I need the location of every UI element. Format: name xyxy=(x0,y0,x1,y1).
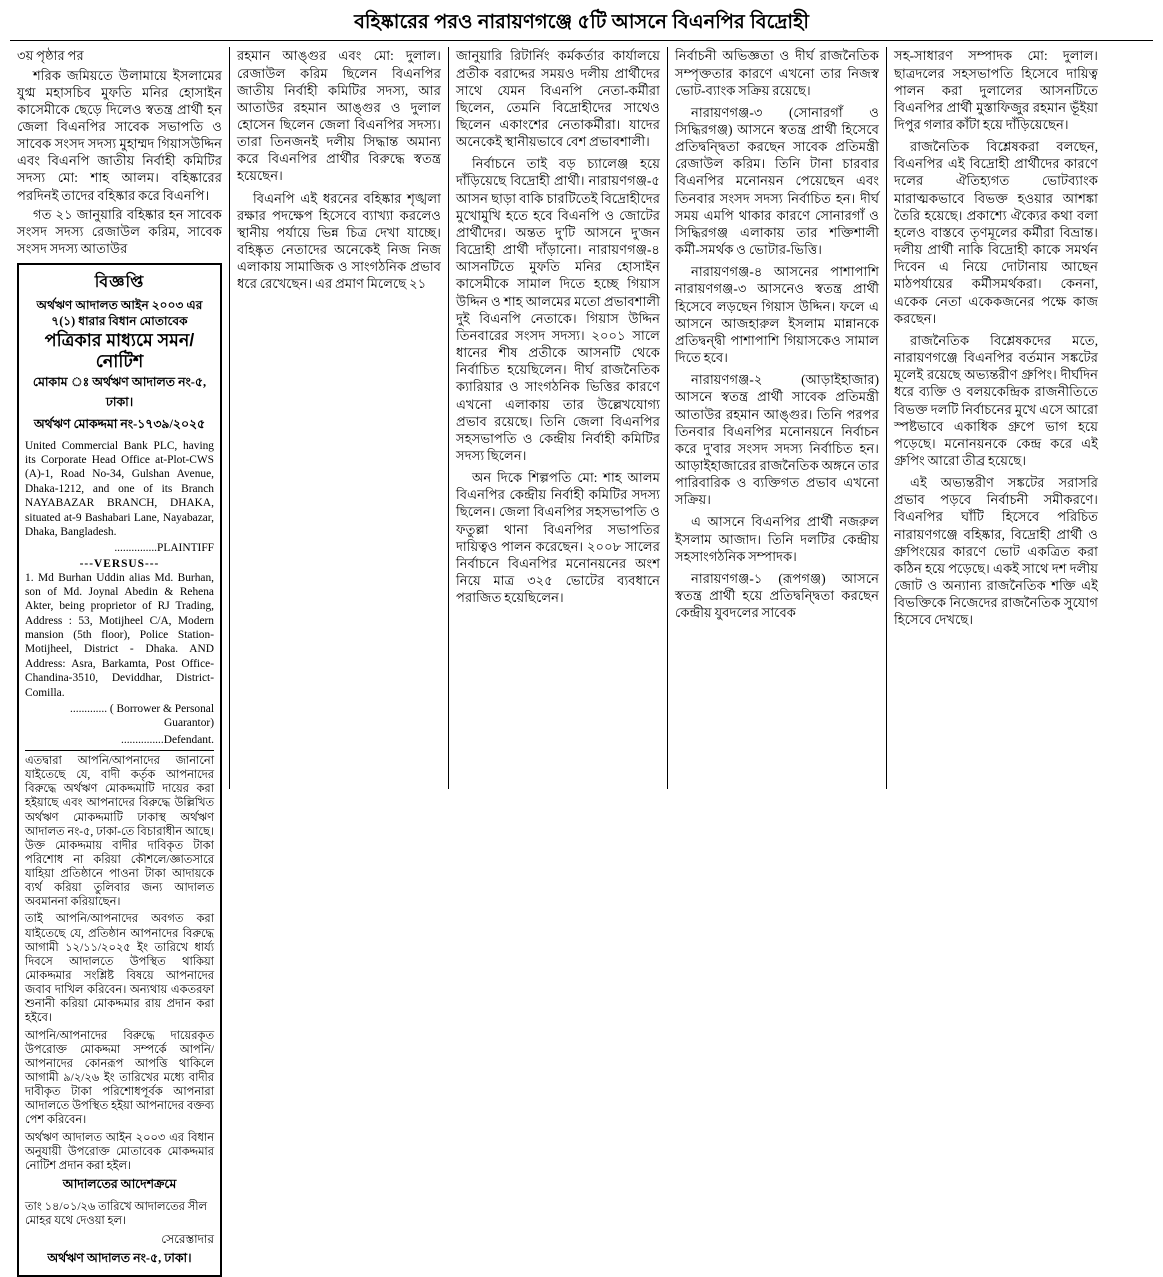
paragraph: রাজনৈতিক বিশ্লেষকরা বলছেন, বিএনপির এই বিদ্রোহী প্রার্থীদের কারণে দলের ঐতিহ্যগত ভোটব্যাংক মারাত্মকভাবে বিভক্ত হওয়ার আশঙ্কা তৈরি হয়েছে। প্রকাশ্যে ঐক্যের কথা বলা হলেও বাস্তবে তৃণমূলের কর্মীরা বিভ্রান্ত। দলীয় প্রার্থী নাকি বিদ্রোহী কাকে সমর্থন দিবেন এ নিয়ে দোটানায় আছেন মাঠপর্যায়ের কর্মীসমর্থকরা। কেননা, একেক নেতা একেকজনের পক্ষে কাজ করছেন। xyxy=(894,139,1098,326)
notice-heading: পত্রিকার মাধ্যমে সমন/নোটিশ xyxy=(44,329,195,371)
notice-defendant-label-2: ...............Defendant. xyxy=(121,733,214,746)
notice-subtitle: অর্থঋণ আদালত আইন ২০০৩ এর ৭(১) ধারার বিধান মোতাবেক xyxy=(36,298,203,328)
paragraph: নির্বাচনে তাই বড় চ্যালেঞ্জ হয়ে দাঁড়িয়েছে বিদ্রোহী প্রার্থী। নারায়ণগঞ্জ-৫ আসন ছাড়া বাকি চারটিতেই বিদ্রোহীদের মুখোমুখি হতে হবে বিএনপি ও জোটের প্রার্থীদের। অন্তত দু'টি আসনে দু'জন বিদ্রোহী প্রার্থী দাঁড়ানো। নারায়ণগঞ্জ-৪ আসনটিতে মুফতি মনির হোসাইন কাসেমীকে সামাল দিতে হচ্ছে গিয়াস উদ্দিন ও শাহ আলমের মতো প্রভাবশালী দুই বিএনপি নেতাকে। গিয়াস উদ্দিন তিনবারের সংসদ সদস্য। ২০০১ সালে ধানের শীষ প্রতীকে আসনটি থেকে নির্বাচিত হয়েছিলেন। দীর্ঘ রাজনৈতিক ক্যারিয়ার ও সাংগঠনিক ভিত্তির কারণে এখনো এলাকায় তার উল্লেখযোগ্য প্রভাব রয়েছে। তিনি জেলা বিএনপির সহসভাপতি ও কেন্দ্রীয় নির্বাহী কমিটির সদস্য ছিলেন। xyxy=(456,156,660,463)
paragraph: জানুয়ারি রিটার্নিং কর্মকর্তার কার্যালয়ে প্রতীক বরাদ্দের সময়ও দলীয় প্রার্থীদের সাথে যেমন বিএনপি নেতা-কর্মীরা ছিলেন, তেমনি বিদ্রোহীদের সাথেও ছিলেন একাংশের নেতাকর্মীরা। যাদের অনেকেই স্থানীয়ভাবে বেশ প্রভাবশালী। xyxy=(456,48,660,150)
paragraph: রহমান আঙ্গুর এবং মো: দুলাল। রেজাউল করিম ছিলেন বিএনপির জাতীয় নির্বাহী কমিটির সদস্য, আর আতাউর রহমান আঙ্গুর ও দুলাল হোসেন ছিলেন জেলা বিএনপির সদস্য। তারা তিনজনই দলীয় সিদ্ধান্ত অমান্য করে বিএনপির প্রার্থীর বিরুদ্ধে স্বতন্ত্র হয়েছেন। xyxy=(237,48,441,184)
notice-title: বিজ্ঞপ্তি xyxy=(94,274,145,292)
notice-plaintiff-label: ...............PLAINTIFF xyxy=(114,542,214,555)
legal-notice-box xyxy=(17,263,222,1277)
notice-defendant: 1. Md Burhan Uddin alias Md. Burhan, son of Md. Joynal Abedin & Rehena Akter, being proprietor of RJ Trading, Address : 53, Motijheel C/A, Modern mansion (5th floor), Police Station- Motijheel, District - Dhaka. AND Address: Asra, Barkamta, Post Office-Chandina-3510, Deviddhar, District-Comilla. xyxy=(25,571,214,699)
notice-order-line: আদালতের আদেশক্রমে xyxy=(62,1177,177,1192)
headline-divider xyxy=(10,40,1153,41)
notice-divider xyxy=(25,750,214,751)
article-column-1 xyxy=(10,47,229,1266)
paragraph: নারায়ণগঞ্জ-৪ আসনের পাশাপাশি নারায়ণগঞ্জ-৩ আসনেও স্বতন্ত্র প্রার্থী হিসেবে লড়ছেন গিয়াস উদ্দিন। ফলে এ আসনে আজহারুল ইসলাম মান্নানকে প্রতিদ্বন্দ্বী পাশাপাশি গিয়াসকেও সামাল দিতে হবে। xyxy=(675,264,879,366)
notice-versus: ---VERSUS--- xyxy=(79,557,160,570)
notice-body-1: এতদ্বারা আপনি/আপনাদের জানানো যাইতেছে যে, বাদী কর্তৃক আপনাদের বিরুদ্ধে অর্থঋণ মোকদ্দমাটি দায়ের করা হইয়াছে এবং আপনাদের বিরুদ্ধে উল্লিখিত অর্থঋণ মোকদ্দমাটি ঢাকাস্থ অর্থঋণ আদালত নং-৫, ঢাকা-তে বিচারাধীন আছে। উক্ত মোকদ্দমায় বাদীর দাবিকৃত টাকা পরিশোধ না করিয়া কৌশলে/জ্ঞাতসারে যাহিয়া প্রতিষ্ঠানে পাওনা টাকা আদায়কে ব্যর্থ করিয়া তুলিবার জন্য আদালত অবমাননা করিয়াছেন। xyxy=(25,754,214,909)
paragraph: নারায়ণগঞ্জ-১ (রূপগঞ্জ) আসনে স্বতন্ত্র প্রার্থী হয়ে প্রতিদ্বন্দ্বিতা করছেন কেন্দ্রীয় যুবদলের সাবেক xyxy=(675,570,879,621)
notice-body-2: তাই আপনি/আপনাদের অবগত করা যাইতেছে যে, প্রতিষ্ঠান আপনাদের বিরুদ্ধে আগামী ১২/১১/২০২৫ ইং তারিখে ধার্য্য দিবসে আদালতে উপস্থিত থাকিয়া মোকদ্দমার সংশ্লিষ্ট বিষয়ে আপনাদের জবাব দাখিল করিবেন। অন্যথায় একতরফা শুনানী করিয়া মোকদ্দমার রায় প্রদান করা হইবে। xyxy=(25,913,214,1025)
article-columns xyxy=(10,47,1153,1266)
paragraph: শরিক জমিয়তে উলামায়ে ইসলামের যুগ্ম মহাসচিব মুফতি মনির হোসাইন কাসেমীকে ছেড়ে দিলেও স্বতন্ত্র প্রার্থী হন জেলা বিএনপির সাবেক সভাপতি ও সাবেক সংসদ সদস্য মুহাম্মদ গিয়াসউদ্দিন এবং বিএনপি জাতীয় নির্বাহী কমিটির সদস্য মো: শাহ আলম। বহিষ্কারের পরদিনই তাদের বহিষ্কার করে বিএনপি। xyxy=(17,67,222,203)
page-headline: বহিষ্কারের পরও নারায়ণগঞ্জে ৫টি আসনে বিএনপির বিদ্রোহী xyxy=(354,11,809,33)
paragraph: গত ২১ জানুয়ারি বহিষ্কার হন সাবেক সংসদ সদস্য রেজাউল করিম, সাবেক সংসদ সদস্য আতাউর xyxy=(17,206,222,257)
paragraph: সহ-সাধারণ সম্পাদক মো: দুলাল। ছাত্রদলের সহসভাপতি হিসেবে দায়িত্ব পালন করা দুলালের আসনটিতে বিএনপির প্রার্থী মুস্তাফিজুর রহমান ভূঁইয়া দিপুর গলার কাঁটা হয়ে দাঁড়িয়েছেন। xyxy=(894,48,1098,132)
article-column-4 xyxy=(667,47,886,789)
article-column-3 xyxy=(448,47,667,789)
paragraph: নির্বাচনী অভিজ্ঞতা ও দীর্ঘ রাজনৈতিক সম্পৃক্ততার কারণে এখনো তার নিজস্ব ভোট-ব্যাংক সক্রিয় রয়েছে। xyxy=(675,48,879,98)
notice-signature: সেরেস্তাদার xyxy=(161,1231,214,1246)
paragraph: এ আসনে বিএনপির প্রার্থী নজরুল ইসলাম আজাদ। তিনি দলটির কেন্দ্রীয় সহসাংগঠনিক সম্পাদক। xyxy=(675,514,879,564)
notice-signature-office: অর্থঋণ আদালত নং-৫, ঢাকা। xyxy=(47,1251,192,1266)
article-column-2 xyxy=(229,47,448,789)
continuation-note: ৩য় পৃষ্ঠার পর xyxy=(17,48,84,64)
notice-plaintiff: United Commercial Bank PLC, having its Corporate Head Office at-Plot-CWS (A)-1, Road No-34, Gulshan Avenue, Dhaka-1212, and one of its Branch NAYABAZAR BRANCH, DHAKA, situated at-9 Bashabari Lane, Nayabazar, Dhaka, Bangladesh. xyxy=(25,439,214,538)
notice-case-number: অর্থঋণ মোকদ্দমা নং-১৭৩৯/২০২৫ xyxy=(33,416,206,431)
paragraph: নারায়ণগঞ্জ-২ (আড়াইহাজার) আসনে স্বতন্ত্র প্রার্থী সাবেক প্রতিমন্ত্রী আতাউর রহমান আঙ্গুর। তিনি পরপর তিনবার বিএনপির মনোনয়নে নির্বাচন করে দু'বার সংসদ সদস্য নির্বাচিত হন। আড়াইহাজারের রাজনৈতিক অঙ্গনে তার পারিবারিক ও ব্যক্তিগত প্রভাব এখনো সক্রিয়। xyxy=(675,372,879,508)
paragraph: অন দিকে শিল্পপতি মো: শাহ আলম বিএনপির কেন্দ্রীয় নির্বাহী কমিটির সদস্য ছিলেন। জেলা বিএনপির সহসভাপতি ও ফতুল্লা থানা বিএনপির সভাপতির দায়িত্বও পালন করেছেন। ২০০৮ সালের নির্বাচনে বিএনপির মনোনয়নের অংশ নিয়ে মাত্র ৩২৫ ভোটের ব্যবধানে পরাজিত হয়েছিলেন। xyxy=(456,470,660,606)
notice-body-3: আপনি/আপনাদের বিরুদ্ধে দায়েরকৃত উপরোক্ত মোকদ্দমা সম্পর্কে আপনি/আপনাদের কোনরূপ আপত্তি থাকিলে আগামী ৯/২/২৬ ইং তারিখের মধ্যে বাদীর দাবীকৃত টাকা পরিশোধপূর্বক আপনারা আদালতে উপস্থিত হইয়া আপনাদের বক্তব্য পেশ করিবেন। xyxy=(25,1029,214,1127)
notice-court: মোকাম ঃ অর্থঋণ আদালত নং-৫, ঢাকা। xyxy=(32,374,207,409)
paragraph: নারায়ণগঞ্জ-৩ (সোনারগাঁ ও সিদ্ধিরগঞ্জ) আসনে স্বতন্ত্র প্রার্থী হিসেবে প্রতিদ্বন্দ্বিতা করছেন সাবেক প্রতিমন্ত্রী রেজাউল করিম। তিনি টানা চারবার বিএনপির মনোনয়ন পেয়েছেন এবং তিনবার সংসদ সদস্য নির্বাচিত হন। দীর্ঘ সময় এমপি থাকার কারণে সোনারগাঁ ও সিদ্ধিরগঞ্জ এলাকায় তার শক্তিশালী কর্মী-সমর্থক ও ভোটার-ভিত্তি। xyxy=(675,104,879,258)
article-column-5 xyxy=(886,47,1105,789)
paragraph: রাজনৈতিক বিশ্লেষকদের মতে, নারায়ণগঞ্জে বিএনপির বর্তমান সঙ্কটের মূলেই রয়েছে অভ্যন্তরীণ গ্রুপিং। দীর্ঘদিন ধরে ব্যক্তি ও বলয়কেন্দ্রিক রাজনীতিতে বিভক্ত দলটি নির্বাচনের মুখে এসে আরো স্পষ্টভাবে একাধিক গ্রুপে ভাগ হয়ে পড়েছে। মনোনয়নকে কেন্দ্র করে এই গ্রুপিং আরো তীব্র হয়েছে। xyxy=(894,332,1098,468)
paragraph: এই অভ্যন্তরীণ সঙ্কটের সরাসরি প্রভাব পড়বে নির্বাচনী সমীকরণে। বিএনপির ঘাঁটি হিসেবে পরিচিত নারায়ণগঞ্জে বহিষ্কার, বিদ্রোহী প্রার্থী ও গ্রুপিংয়ের কারণে ভোট একত্রিত করা কঠিন হয়ে পড়েছে। একই সাথে দশ দলীয় জোট ও অন্যান্য রাজনৈতিক শক্তি এই বিভক্তিকে নিজেদের রাজনৈতিক সুযোগ হিসেবে দেখছে। xyxy=(894,475,1098,628)
paragraph: বিএনপি এই ধরনের বহিষ্কার শৃঙ্খলা রক্ষার পদক্ষেপ হিসেবে ব্যাখ্যা করলেও স্থানীয় পর্যায়ে ভিন্ন চিত্র দেখা যাচ্ছে। বহিষ্কৃত নেতাদের অনেকেই নিজ নিজ এলাকায় সামাজিক ও সাংগঠনিক প্রভাব ধরে রেখেছেন। এর প্রমাণ মিলেছে ২১ xyxy=(237,190,441,292)
notice-defendant-label-1: ............. ( Borrower & Personal Guarantor) xyxy=(70,702,214,730)
notice-body-4: অর্থঋণ আদালত আইন ২০০৩ এর বিধান অনুযায়ী উপরোক্ত মোতাবেক মোকদ্দমার নোটিশ প্রদান করা হইল। xyxy=(25,1131,214,1172)
notice-date-line: তাং ১৪/০১/২৬ তারিখে আদালতের সীল মোহর যথে দেওয়া হল। xyxy=(25,1201,208,1228)
